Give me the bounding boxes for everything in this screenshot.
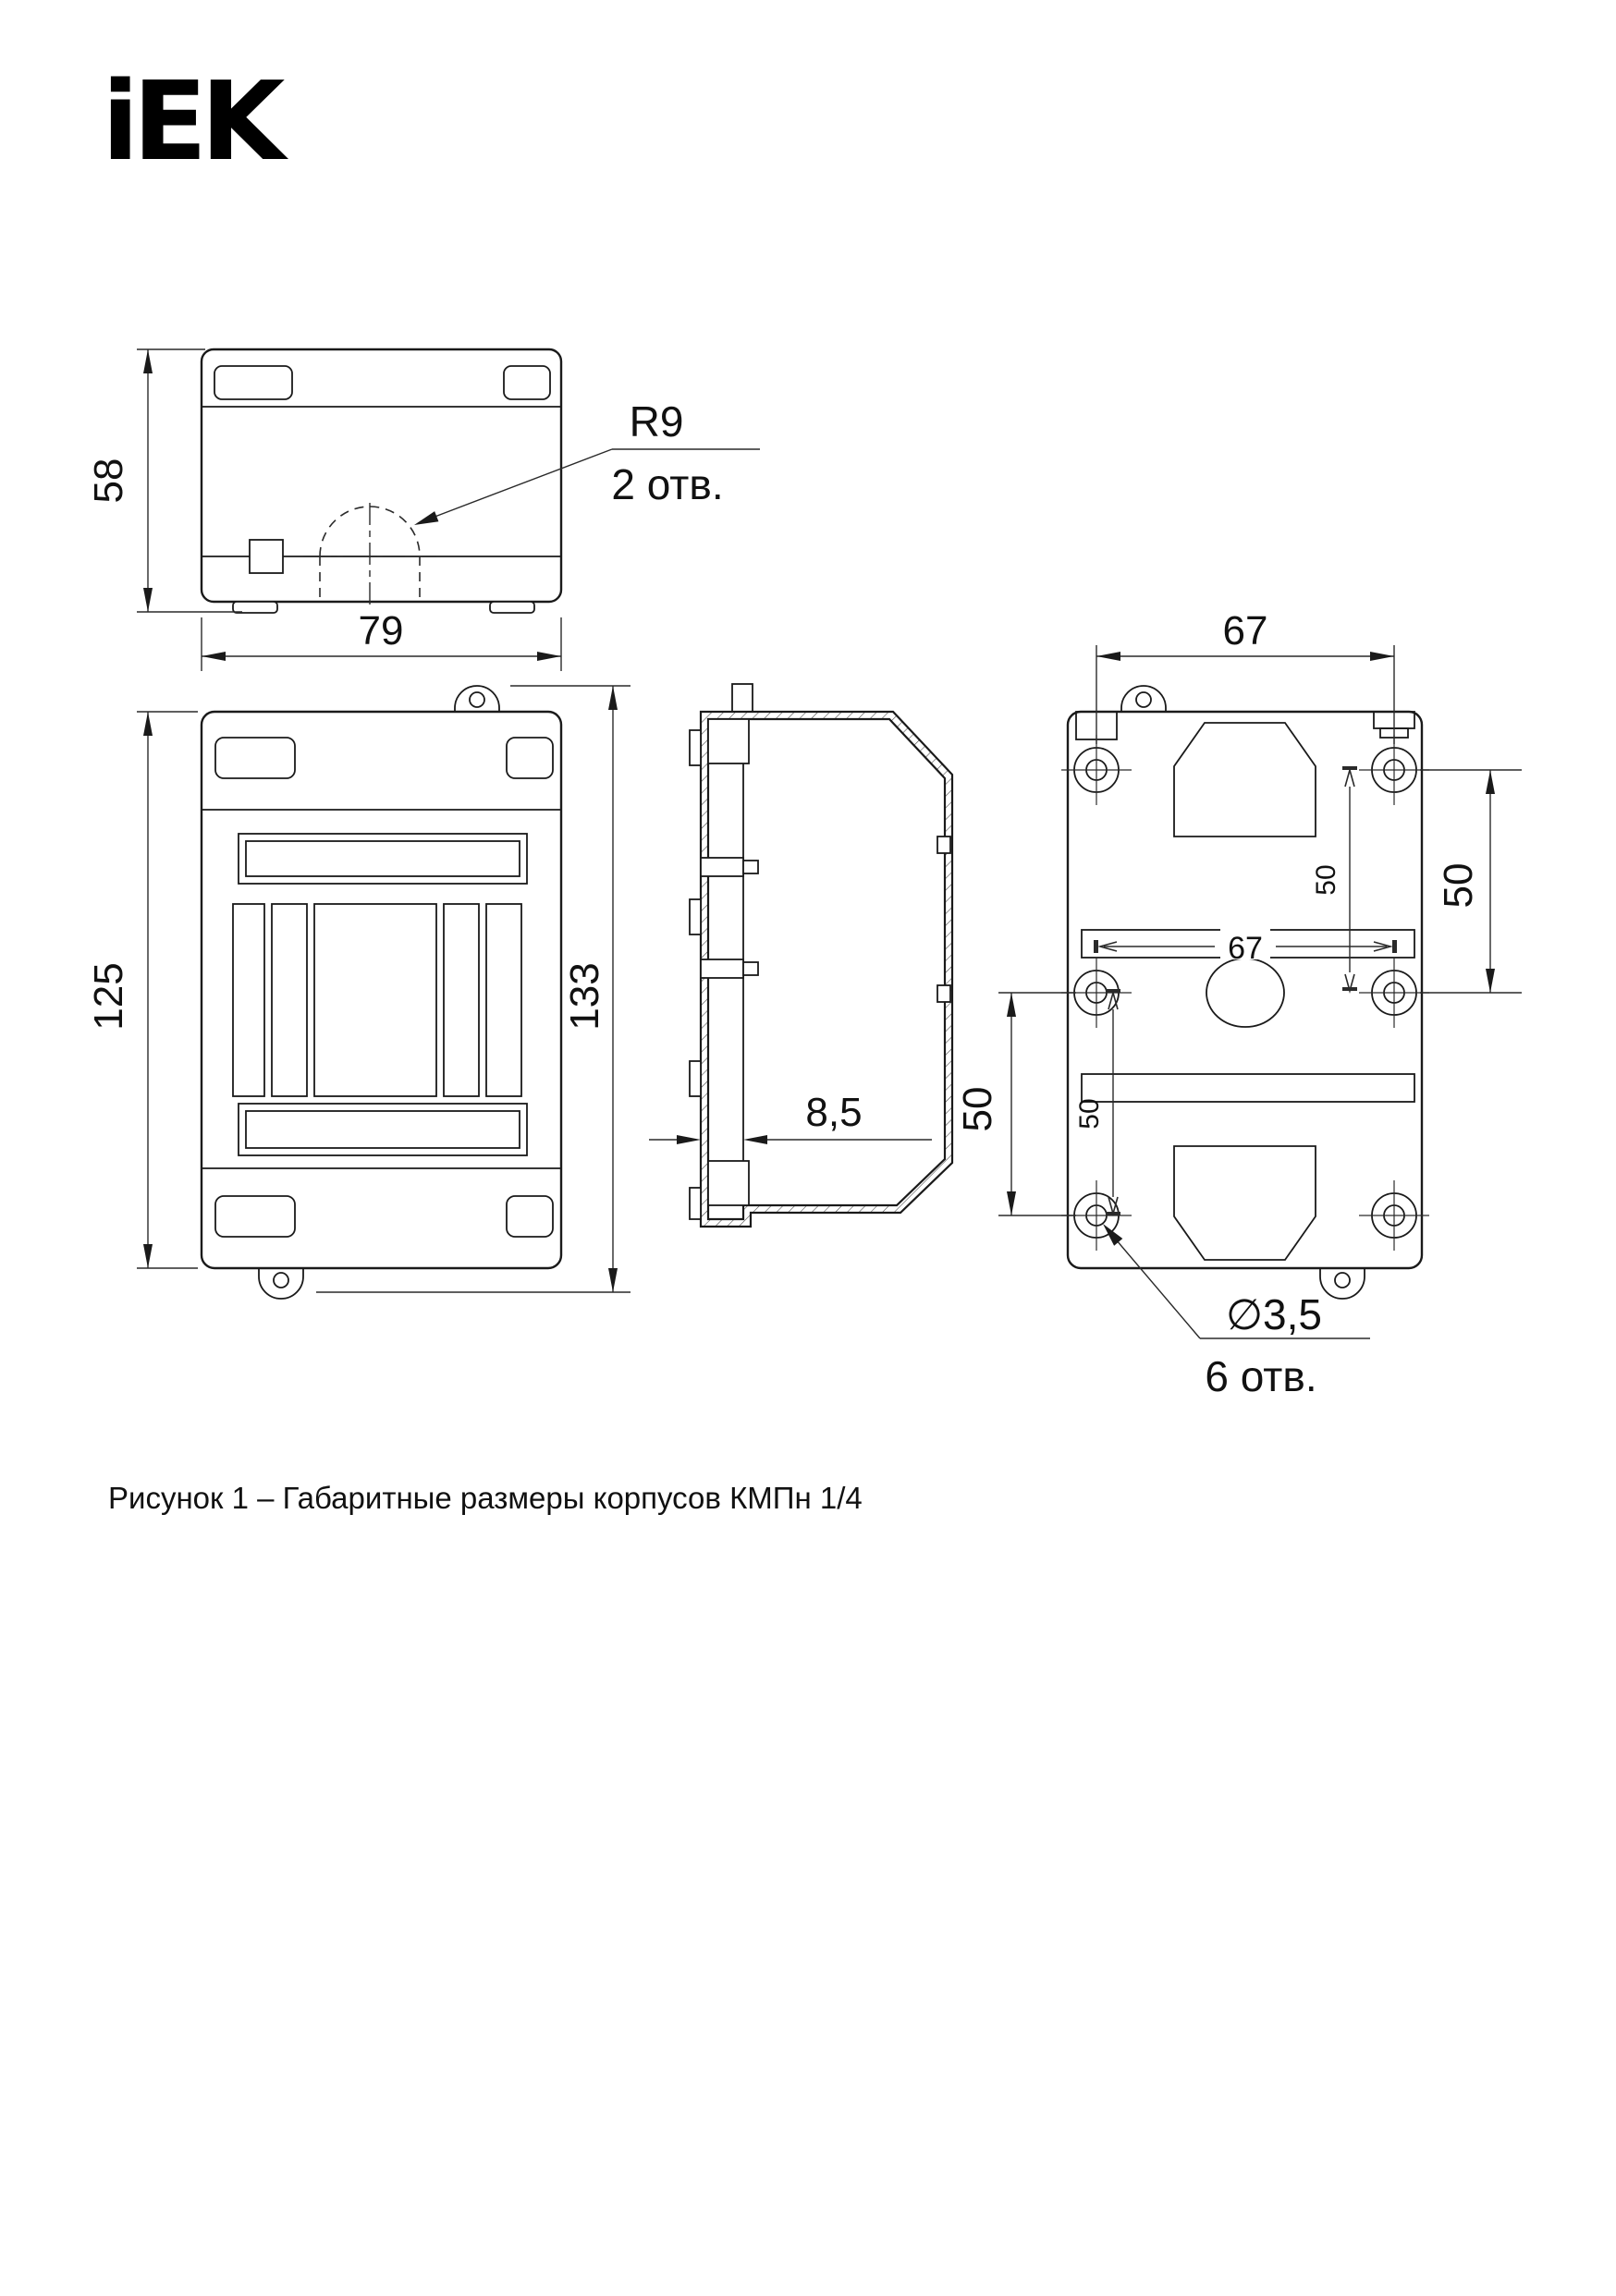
callout-diameter-label: ∅3,5 [1225, 1290, 1323, 1338]
dim-50-left-outer-label: 50 [955, 1086, 1000, 1132]
dim-79-label: 79 [358, 608, 404, 653]
side-tab-2 [690, 899, 701, 934]
side-din-clip-1 [937, 837, 950, 853]
side-view [690, 684, 952, 1227]
top-view-foot-right [490, 602, 534, 613]
dim-125-label: 125 [86, 962, 131, 1031]
side-shelf-1 [701, 858, 743, 876]
side-latch-block-bottom [708, 1161, 749, 1205]
dim-8-5 [649, 1090, 932, 1144]
side-din-clip-2 [937, 985, 950, 1002]
figure-caption: Рисунок 1 – Габаритные размеры корпусов КМПн 1/4 [108, 1481, 863, 1515]
front-clip-tl [215, 738, 295, 778]
callout-r9-label: R9 [629, 397, 684, 446]
top-view-latch [250, 540, 283, 573]
dim-50-right-outer [1420, 770, 1522, 993]
top-view-clip-right [504, 366, 550, 399]
dim-50-left-outer [955, 993, 1076, 1215]
side-latch-block-top [708, 719, 749, 763]
side-shelf-2 [701, 959, 743, 978]
dim-79 [202, 608, 561, 671]
dim-50-right-outer-label: 50 [1436, 862, 1481, 909]
callout-diameter-holes: 6 отв. [1205, 1352, 1317, 1400]
front-clip-br [507, 1196, 553, 1237]
dim-8-5-label: 8,5 [805, 1090, 863, 1135]
dim-67-inner-label: 67 [1228, 931, 1263, 966]
top-view-foot-left [233, 602, 277, 613]
top-view [202, 349, 561, 613]
iek-logo: iEK [102, 57, 279, 185]
side-top-tab [732, 684, 753, 714]
back-view-body [1068, 712, 1422, 1268]
dim-67-top-label: 67 [1222, 608, 1268, 653]
dim-50-left-inner-label: 50 [1074, 1098, 1105, 1130]
side-tab-3 [690, 1061, 701, 1096]
dim-58-label: 58 [86, 458, 131, 504]
front-clip-tr [507, 738, 553, 778]
dim-133-label: 133 [562, 962, 607, 1031]
dim-125 [86, 712, 198, 1268]
side-tab-1 [690, 730, 701, 765]
dim-50-right-inner-label: 50 [1311, 864, 1341, 896]
front-clip-bl [215, 1196, 295, 1237]
callout-r9-holes: 2 отв. [611, 460, 724, 508]
front-view [202, 686, 561, 1299]
top-view-clip-left [214, 366, 292, 399]
side-tab-4 [690, 1188, 701, 1219]
front-view-body [202, 712, 561, 1268]
